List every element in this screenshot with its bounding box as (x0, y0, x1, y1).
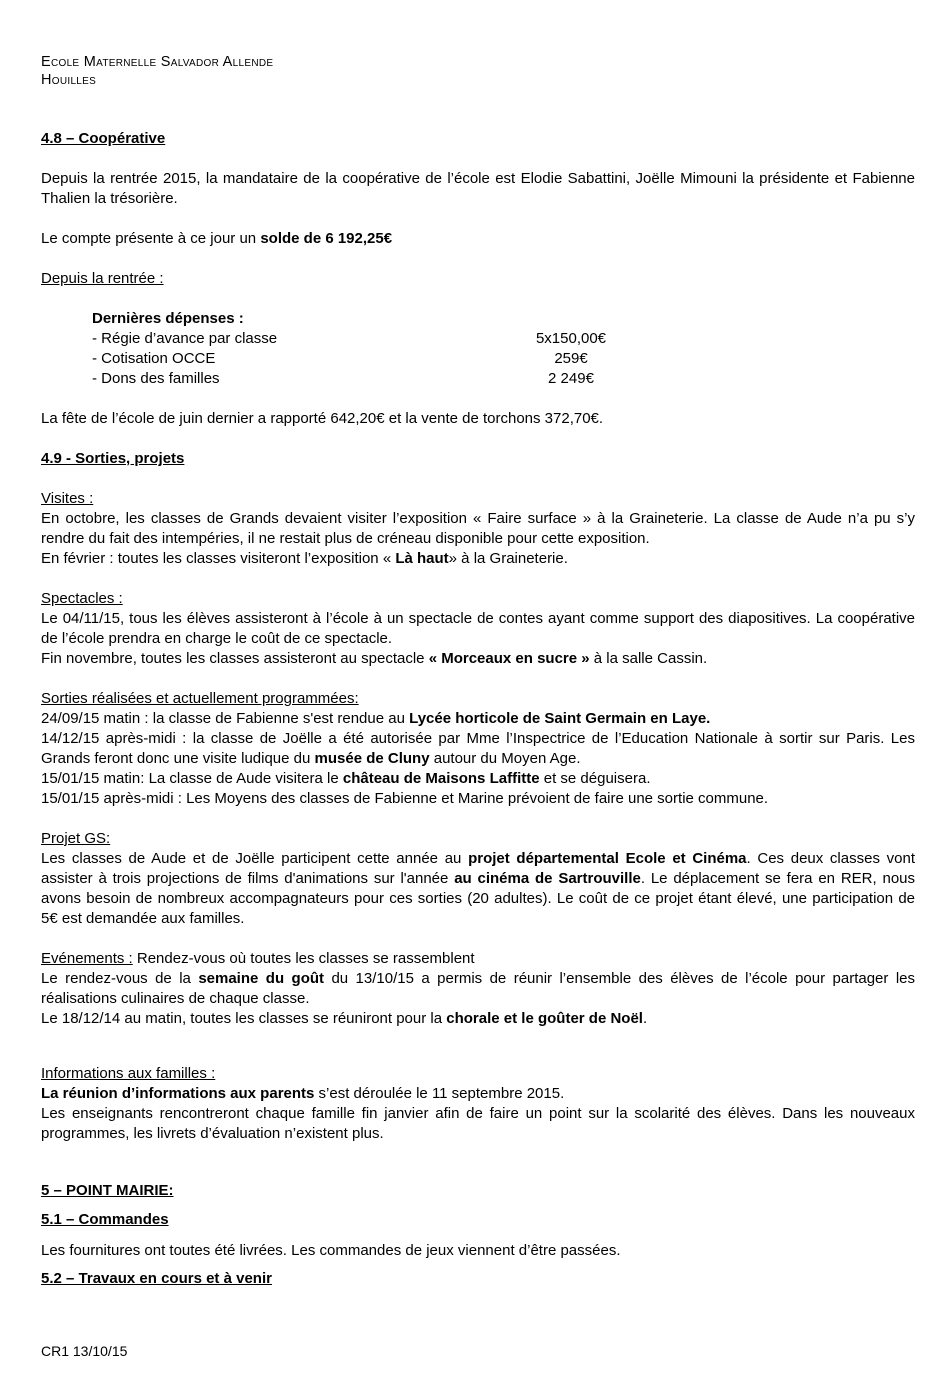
text-run: Projet GS: (41, 830, 111, 847)
text-run: Sorties réalisées et actuellement programmées: (41, 690, 359, 707)
document-page (41, 53, 915, 1289)
text-run: - Régie d’avance par classe (92, 330, 278, 347)
blank-space (41, 89, 915, 129)
blank-space (41, 929, 915, 949)
text-run: La fête de l’école de juin dernier a rapporté 642,20€ et la vente de torchons 372,70€. (41, 410, 604, 427)
blank-space (41, 1261, 915, 1269)
para-sortie-15-01-matin (41, 769, 915, 789)
para-enseignants-rencontres (41, 1104, 915, 1144)
text-run: solde de 6 192,25€ (260, 230, 393, 247)
text-run: Spectacles : (41, 590, 123, 607)
blank-space (41, 669, 915, 689)
subheading-projet-gs (41, 829, 915, 849)
text-run: projet départemental Ecole et Cinéma (468, 850, 747, 867)
text-run: Le 18/12/14 au matin, toutes les classes se réuniront pour la (41, 1010, 447, 1027)
blank-space (41, 1201, 915, 1210)
para-sortie-15-01-apres-midi (41, 789, 915, 809)
para-reunion-parents (41, 1084, 915, 1104)
blank-space (41, 469, 915, 489)
text-run: 5.2 – Travaux en cours et à venir (41, 1270, 272, 1287)
expense-amount: 5x150,00€ (535, 330, 607, 347)
expense-row-cotisation (41, 349, 915, 369)
subheading-sorties-realisees (41, 689, 915, 709)
text-run: - Cotisation OCCE (92, 350, 216, 367)
heading-5-point-mairie (41, 1181, 915, 1201)
text-run: Rendez-vous où toutes les classes se rassemblent (132, 950, 475, 967)
text-run: En février : toutes les classes visiteront l’exposition « (41, 550, 396, 567)
para-sortie-14-12 (41, 729, 915, 769)
subheading-visites (41, 489, 915, 509)
text-run: - Dons des familles (92, 370, 220, 387)
para-cooperative-intro (41, 169, 915, 209)
blank-space (41, 1230, 915, 1241)
blank-space (41, 149, 915, 169)
para-solde (41, 229, 915, 249)
blank-space (41, 389, 915, 409)
blank-space (41, 429, 915, 449)
blank-space (41, 289, 915, 309)
text-run: . Le déplacement se fera en RER, nous avons besoin de nombreux accompagnateurs pour ces sorties (20 adultes). Le coût de ce projet étant élevé, une participation de 5€ est demandée aux familles. (41, 870, 915, 927)
para-spectacle-morceaux (41, 649, 915, 669)
text-run: 15/01/15 matin: La classe de Aude visitera le (41, 770, 343, 787)
school-name: Ecole Maternelle Salvador Allende (41, 54, 274, 70)
text-run: à la salle Cassin. (589, 650, 708, 667)
text-run: Depuis la rentrée : (41, 270, 164, 287)
text-run: autour du Moyen Age. (429, 750, 581, 767)
document-body (41, 89, 915, 1289)
para-fournitures (41, 1241, 915, 1261)
text-run: Lycée horticole de Saint Germain en Laye. (409, 710, 711, 727)
text-run: musée de Cluny (314, 750, 430, 767)
text-run: Les fournitures ont toutes été livrées. Les commandes de jeux viennent d’être passées. (41, 1242, 621, 1259)
text-run: 14/12/15 après-midi : la classe de Joëlle a été autorisée par Mme l’Inspectrice de l’Education Nationale à sortir sur Paris. Les Grands feront donc une visite ludique du (41, 730, 915, 767)
text-run: 15/01/15 après-midi : Les Moyens des classes de Fabienne et Marine prévoient de faire une sortie commune. (41, 790, 769, 807)
text-run: au cinéma de Sartrouville (454, 870, 641, 887)
text-run: 5 – POINT MAIRIE: (41, 1182, 174, 1199)
subheading-spectacles (41, 589, 915, 609)
text-run: » à la Graineterie. (448, 550, 568, 567)
subheading-evenements (41, 949, 915, 969)
text-run: Visites : (41, 490, 94, 507)
text-run: 5.1 – Commandes (41, 1211, 169, 1228)
footer-note: CR1 13/10/15 (41, 1343, 128, 1359)
para-fete-ecole (41, 409, 915, 429)
text-run: Les classes de Aude et de Joëlle participent cette année au (41, 850, 469, 867)
text-run: chorale et le goûter de Noël (446, 1010, 643, 1027)
blank-space (41, 569, 915, 589)
text-run: Depuis la rentrée 2015, la mandataire de la coopérative de l’école est Elodie Sabattini, Joëlle Mimouni la présidente et Fabienne Thalien la trésorière. (41, 170, 915, 207)
text-run: Dernières dépenses : (92, 310, 244, 327)
blank-space (41, 809, 915, 829)
text-run: château de Maisons Laffitte (342, 770, 540, 787)
para-visites-fevrier (41, 549, 915, 569)
text-run: Le compte présente à ce jour un (41, 230, 261, 247)
heading-4-9-sorties-projets (41, 449, 915, 469)
para-spectacle-contes (41, 609, 915, 649)
expense-amount: 259€ (554, 350, 588, 367)
text-run: s’est déroulée le 11 septembre 2015. (314, 1085, 565, 1102)
para-chorale-noel (41, 1009, 915, 1029)
text-run: 4.8 – Coopérative (41, 130, 166, 147)
text-run: Evénements : (41, 950, 133, 967)
text-run: 24/09/15 matin : la classe de Fabienne s'est rendue au (41, 710, 410, 727)
subheading-informations-familles (41, 1064, 915, 1084)
text-run: semaine du goût (198, 970, 325, 987)
city-name: Houilles (41, 72, 97, 88)
heading-4-8-cooperative (41, 129, 915, 149)
heading-5-2-travaux (41, 1269, 915, 1289)
para-projet-gs (41, 849, 915, 929)
text-run: La réunion d’informations aux parents (41, 1085, 315, 1102)
expense-row-dons (41, 369, 915, 389)
blank-space (41, 249, 915, 269)
text-run: 4.9 - Sorties, projets (41, 450, 185, 467)
heading-5-1-commandes (41, 1210, 915, 1230)
blank-space (41, 1029, 915, 1064)
text-run: Le 04/11/15, tous les élèves assisteront à l’école à un spectacle de contes ayant comme support des diapositives. La coopérative de l’école prendra en charge le coût de ce spectacle. (41, 610, 915, 647)
text-run: du 13/10/15 a permis de réunir l’ensemble des élèves de l’école pour partager les réalisations culinaires de chaque classe. (41, 970, 915, 1007)
para-semaine-du-gout (41, 969, 915, 1009)
text-run: Informations aux familles : (41, 1065, 216, 1082)
expense-row-regie (41, 329, 915, 349)
subheading-dernieres-depenses (41, 309, 915, 329)
text-run: Fin novembre, toutes les classes assisteront au spectacle (41, 650, 429, 667)
text-run: Là haut (395, 550, 449, 567)
blank-space (41, 209, 915, 229)
subheading-depuis-la-rentree (41, 269, 915, 289)
text-run: En octobre, les classes de Grands devaient visiter l’exposition « Faire surface » à la Graineterie. La classe de Aude n’a pu s’y rendre du fait des intempéries, il ne restait plus de créneau disponible pour cette exposition. (41, 510, 915, 547)
expense-amount: 2 249€ (548, 370, 594, 387)
para-visites-octobre (41, 509, 915, 549)
text-run: . Ces deux classes vont assister à trois projections de films d'animations sur l'année (41, 850, 915, 887)
text-run: Le rendez-vous de la (41, 970, 199, 987)
text-run: « Morceaux en sucre » (428, 650, 590, 667)
text-run: Les enseignants rencontreront chaque famille fin janvier afin de faire un point sur la scolarité des élèves. Dans les nouveaux programmes, les livrets d’évaluation n’existent plus. (41, 1105, 915, 1142)
para-sortie-24-09 (41, 709, 915, 729)
blank-space (41, 1144, 915, 1181)
text-run: . (642, 1010, 648, 1027)
text-run: et se déguisera. (539, 770, 651, 787)
